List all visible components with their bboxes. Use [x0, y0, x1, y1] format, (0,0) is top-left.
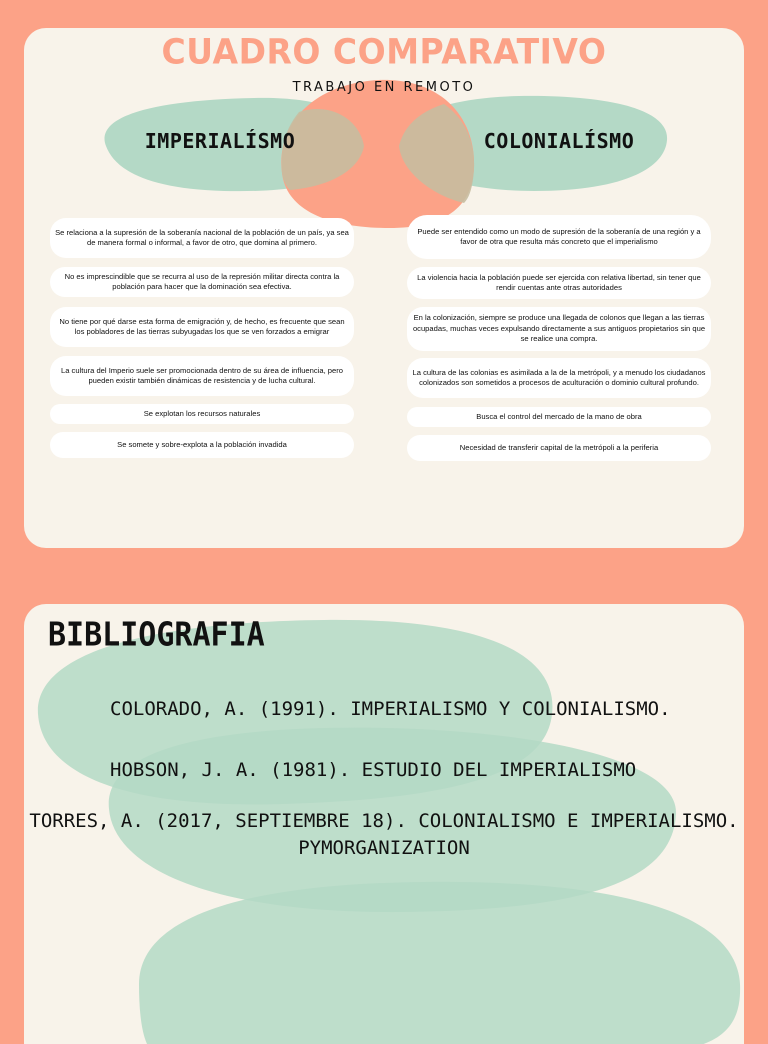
reference-item	[24, 808, 744, 862]
imperialismo-item: Se somete y sobre-explota a la población invadida	[50, 432, 354, 458]
reference-item: HOBSON, J. A. (1981). ESTUDIO DEL IMPERIALISMO	[110, 759, 637, 781]
colonialismo-item: La violencia hacia la población puede ser ejercida con relativa libertad, sin tener que rendir cuentas ante otras autoridades	[407, 267, 711, 299]
bibliography-card	[24, 604, 744, 1044]
imperialismo-item: Se relaciona a la supresión de la soberanía nacional de la población de un país, ya sea de manera formal o informal, a favor de otro, que domina al primero.	[50, 218, 354, 258]
imperialismo-column	[50, 215, 354, 458]
imperialismo-item: Se explotan los recursos naturales	[50, 404, 354, 424]
green-blob-3	[139, 882, 740, 1044]
page-subtitle: TRABAJO EN REMOTO	[292, 80, 476, 95]
colonialismo-item: Busca el control del mercado de la mano de obra	[407, 407, 711, 427]
colonialismo-item: En la colonización, siempre se produce una llegada de colonos que llegan a las tierras ocupadas, muchas veces expulsando directamente a sus antiguos propietarios sin que se realice una compra.	[407, 307, 711, 351]
comparison-card	[24, 28, 744, 548]
colonialismo-column	[407, 215, 711, 461]
imperialismo-item: No tiene por qué darse esta forma de emigración y, de hecho, es frecuente que sean los pobladores de las tierras subyugadas los que se ven forzados a emigrar	[50, 307, 354, 347]
colonialismo-item: Puede ser entendido como un modo de supresión de la soberanía de una región y a favor de otra que resulta más concreto que el imperialismo	[407, 215, 711, 259]
colonialismo-heading: COLONIALÍSMO	[483, 129, 635, 153]
colonialismo-item: Necesidad de transferir capital de la metrópoli a la periferia	[407, 435, 711, 461]
reference-line: PYMORGANIZATION	[298, 837, 470, 859]
imperialismo-heading: IMPERIALÍSMO	[144, 129, 296, 153]
bibliography-title: BIBLIOGRAFIA	[48, 616, 265, 655]
reference-item: COLORADO, A. (1991). IMPERIALISMO Y COLONIALISMO.	[110, 698, 671, 720]
reference-line: TORRES, A. (2017, SEPTIEMBRE 18). COLONIALISMO E IMPERIALISMO.	[29, 810, 739, 832]
page-title: CUADRO COMPARATIVO	[161, 31, 607, 72]
imperialismo-item: No es imprescindible que se recurra al uso de la represión militar directa contra la población para hacer que la dominación sea efectiva.	[50, 267, 354, 297]
imperialismo-item: La cultura del Imperio suele ser promocionada dentro de su área de influencia, pero pueden existir también dinámicas de resistencia y de lucha cultural.	[50, 356, 354, 396]
colonialismo-item: La cultura de las colonias es asimilada a la de la metrópoli, y a menudo los ciudadanos colonizados son sometidos a procesos de aculturación o dominio cultural profundo.	[407, 358, 711, 398]
